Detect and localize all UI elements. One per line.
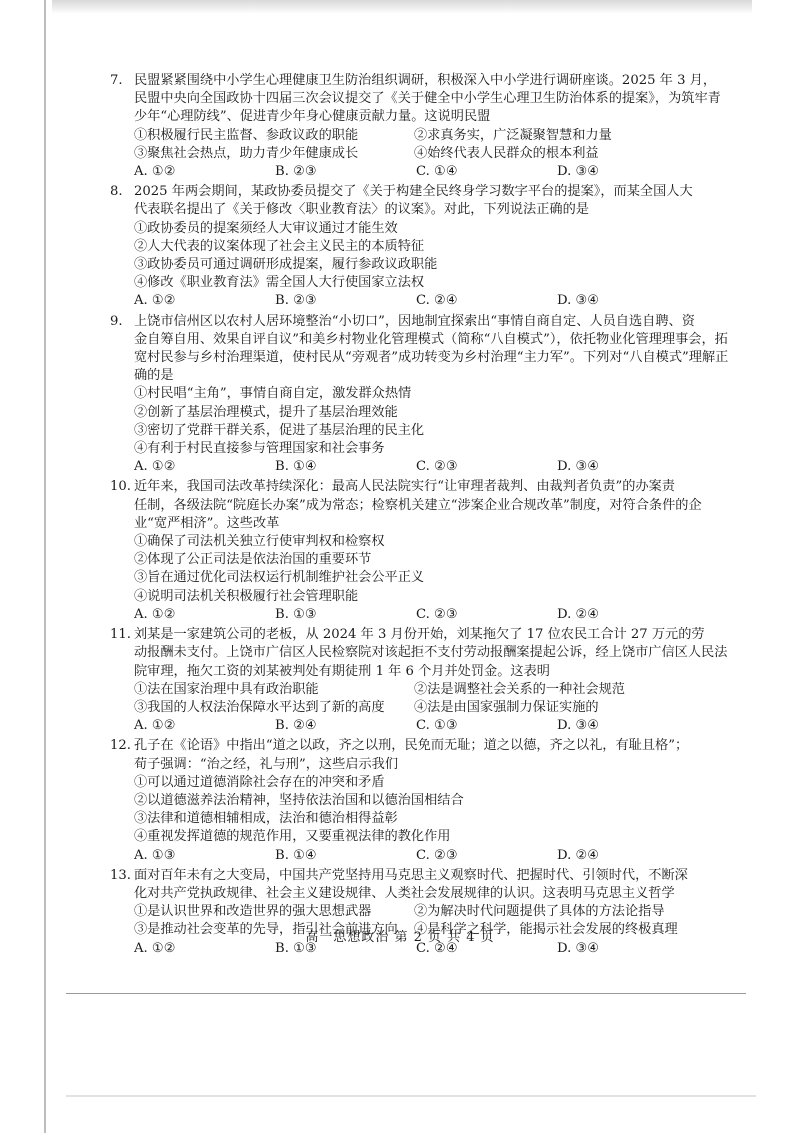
answer-choice: D. ③④ <box>557 940 600 956</box>
question-stem: 代表联名提出了《关于修改〈职业教育法〉的议案》。对此，下列说法正确的是 <box>134 202 589 218</box>
statement-option: ③法律和道德相辅相成，法治和德治相得益彰 <box>134 811 398 827</box>
question-stem: 任制，各级法院“院庭长办案”成为常态；检察机关建立“涉案企业合规改革”制度，对符合条件的企业“宽严相济”。这些改革 <box>134 497 702 531</box>
statement-option: ③是推动社会变革的先导，指引社会前进方向 <box>134 922 398 938</box>
question-first-line <box>110 183 730 201</box>
question-number: 9. <box>110 313 123 329</box>
option-row <box>110 699 730 717</box>
page-bottom-rule <box>66 993 746 994</box>
statement-option: ①积极履行民主监督、参政议政的职能 <box>134 127 359 143</box>
question-stem-first-line: 2025 年两会期间，某政协委员提交了《关于构建全民终身学习数字平台的提案》，而某全国人大 <box>134 184 693 200</box>
statement-option: ④始终代表人民群众的根本利益 <box>414 145 599 161</box>
statement-option: ②求真务实，广泛凝聚智慧和力量 <box>414 127 612 143</box>
statement-option: ③我国的人权法治保障水平达到了新的高度 <box>134 699 385 715</box>
answer-choice: C. ①④ <box>416 164 458 180</box>
answer-choice: D. ②④ <box>557 606 600 622</box>
answer-choice: D. ③④ <box>557 718 600 734</box>
question-block <box>110 626 730 735</box>
statement-option: ②创新了基层治理模式，提升了基层治理效能 <box>134 404 398 420</box>
answer-choices <box>110 606 730 624</box>
statement-option: ①政协委员的提案须经人大审议通过才能生效 <box>134 220 398 236</box>
question-first-line <box>110 313 730 331</box>
answer-choice: B. ①③ <box>275 940 317 956</box>
statement-option: ④说明司法机关积极履行社会管理职能 <box>134 588 359 604</box>
statement-option: ④重视发挥道德的规范作用，又要重视法律的教化作用 <box>134 829 451 845</box>
answer-choice: B. ①③ <box>275 606 317 622</box>
answer-choice: C. ①③ <box>416 718 458 734</box>
answer-choice: C. ②③ <box>416 606 458 622</box>
statement-option: ②体现了公正司法是依法治国的重要环节 <box>134 552 372 568</box>
statement-option: ③密切了党群干群关系，促进了基层治理的民主化 <box>134 422 425 438</box>
question-stem: 民盟中央向全国政协十四届三次会议提交了《关于健全中小学生心理卫生防治体系的提案》，为筑牢青少年“心理防线”、促进青少年身心健康贡献力量。这说明民盟 <box>134 91 721 125</box>
answer-choice: B. ①④ <box>275 459 317 475</box>
question-first-line <box>110 478 730 496</box>
statement-option: ①可以通过道德消除社会存在的冲突和矛盾 <box>134 774 385 790</box>
question-first-line <box>110 72 730 90</box>
answer-choice: B. ②④ <box>275 718 317 734</box>
answer-choice: B. ②③ <box>275 293 317 309</box>
question-stem-first-line: 面对百年未有之大变局，中国共产党坚持用马克思主义观察时代、把握时代、引领时代，不断深 <box>134 867 688 883</box>
answer-choice: A. ①② <box>134 164 176 180</box>
answer-choice: A. ①② <box>134 940 176 956</box>
option-row <box>110 145 730 163</box>
answer-choice: B. ①④ <box>275 847 317 863</box>
answer-choice: A. ①③ <box>134 847 176 863</box>
answer-choices <box>110 163 730 181</box>
question-stem: 金自筹自用、效果自评自议”和美乡村物业化管理模式（简称“八自模式”），依托物业化管理理事会，拓宽村民参与乡村治理渠道，使村民从“旁观者”成功转变为乡村治理“主力军”。下列对“八自模式”理解正确的是 <box>134 331 729 384</box>
answer-choice: B. ②③ <box>275 164 317 180</box>
statement-option: ②法是调整社会关系的一种社会规范 <box>414 681 625 697</box>
question-stem: 化对共产党执政规律、社会主义建设规律、人类社会发展规律的认识。这表明马克思主义哲学 <box>134 885 675 901</box>
option-row <box>110 681 730 699</box>
scan-bottom-shadow <box>66 1095 756 1097</box>
scan-left-edge <box>44 0 46 1133</box>
question-first-line <box>110 626 730 644</box>
statement-option: ①是认识世界和改造世界的强大思想武器 <box>134 904 372 920</box>
statement-option: ①确保了司法机关独立行使审判权和检察权 <box>134 534 385 550</box>
page-footer: 高一思想政治 第 2 页 共 4 页 <box>305 930 495 945</box>
statement-option: ③旨在通过优化司法权运行机制维护社会公平正义 <box>134 570 425 586</box>
question-stem-first-line: 民盟紧紧围绕中小学生心理健康卫生防治组织调研，积极深入中小学进行调研座谈。2025 年 3 月， <box>134 73 717 88</box>
question-number: 8. <box>110 184 123 200</box>
statement-option: ③聚焦社会热点，助力青少年健康成长 <box>134 145 359 161</box>
question-stem-first-line: 刘某是一家建筑公司的老板，从 2024 年 3 月份开始，刘某拖欠了 17 位农民工合计 27 万元的劳 <box>134 627 705 643</box>
statement-option: ④是科学之科学，能揭示社会发展的终极真理 <box>414 922 678 938</box>
answer-choices <box>110 292 730 310</box>
question-number: 13. <box>110 867 131 883</box>
question-number: 7. <box>110 73 123 88</box>
answer-choices <box>110 458 730 476</box>
question-stem-first-line: 近年来，我国司法改革持续深化：最高人民法院实行“让审理者裁判、由裁判者负责”的办案责 <box>134 479 675 495</box>
answer-choice: A. ①② <box>134 718 176 734</box>
question-block <box>110 478 730 624</box>
statement-option: ②以道德滋养法治精神，坚持依法治国和以德治国相结合 <box>134 792 464 808</box>
answer-choice: C. ②④ <box>416 293 458 309</box>
statement-option: ②人大代表的议案体现了社会主义民主的本质特征 <box>134 238 425 254</box>
question-block <box>110 72 730 181</box>
question-stem: 荀子强调：“治之经，礼与刑”，这些启示我们 <box>134 756 399 772</box>
statement-option: ④修改《职业教育法》需全国人大行使国家立法权 <box>134 275 425 291</box>
answer-choice: C. ②④ <box>416 940 458 956</box>
answer-choice: A. ①② <box>134 606 176 622</box>
answer-choice: A. ①② <box>134 293 176 309</box>
question-block <box>110 183 730 310</box>
question-number: 10. <box>110 479 131 495</box>
question-first-line <box>110 737 730 755</box>
answer-choices <box>110 717 730 735</box>
answer-choice: C. ②③ <box>416 459 458 475</box>
question-stem-first-line: 上饶市信州区以农村人居环境整治“小切口”，因地制宜探索出“事情自商自定、人员自选自聘、资 <box>134 313 695 329</box>
answer-choice: D. ③④ <box>557 164 600 180</box>
question-stem-first-line: 孔子在《论语》中指出“道之以政，齐之以刑，民免而无耻；道之以德，齐之以礼，有耻且格”； <box>134 738 689 754</box>
question-number: 11. <box>110 627 131 643</box>
scan-top-shadow <box>52 0 752 14</box>
option-row <box>110 903 730 921</box>
statement-option: ③政协委员可通过调研形成提案，履行参政议政职能 <box>134 257 438 273</box>
answer-choice: A. ①② <box>134 459 176 475</box>
statement-option: ②为解决时代问题提供了具体的方法论指导 <box>414 904 665 920</box>
answer-choice: C. ②③ <box>416 847 458 863</box>
question-number: 12. <box>110 738 131 754</box>
exam-page-body <box>110 72 730 960</box>
answer-choice: D. ③④ <box>557 459 600 475</box>
statement-option: ①村民唱“主角”，事情自商自定，激发群众热情 <box>134 386 412 402</box>
option-row <box>110 127 730 145</box>
question-block <box>110 737 730 864</box>
question-block <box>110 313 730 477</box>
answer-choices <box>110 847 730 865</box>
statement-option: ④法是由国家强制力保证实施的 <box>414 699 599 715</box>
statement-option: ①法在国家治理中具有政治职能 <box>134 681 319 697</box>
statement-option: ④有利于村民直接参与管理国家和社会事务 <box>134 441 385 457</box>
answer-choice: D. ③④ <box>557 293 600 309</box>
question-first-line <box>110 867 730 885</box>
question-stem: 动报酬未支付。上饶市广信区人民检察院对该起拒不支付劳动报酬案提起公诉，经上饶市广信区人民法院审理，拖欠工资的刘某被判处有期徒刑 1 年 6 个月并处罚金。这表明 <box>134 645 728 679</box>
answer-choice: D. ②④ <box>557 847 600 863</box>
